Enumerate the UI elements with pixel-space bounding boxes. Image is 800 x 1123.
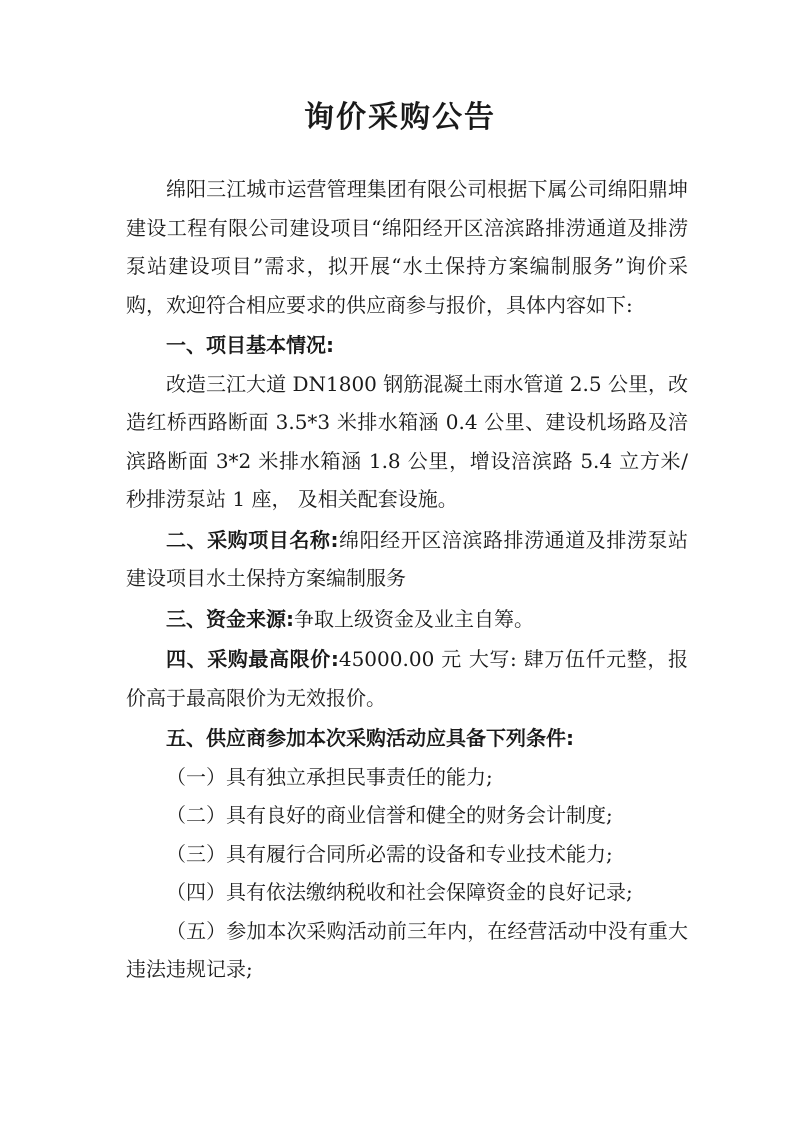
section-max-price bbox=[126, 640, 688, 717]
section-project-info bbox=[126, 326, 688, 365]
condition-item: （一）具有独立承担民事责任的能力; bbox=[166, 764, 493, 789]
section-text: 45000.00 元 大写: 肆万伍仟元整，报价高于最高限价为无效报价。 bbox=[126, 647, 688, 710]
document-body bbox=[126, 170, 688, 989]
section-text: 争取上级资金及业主自筹。 bbox=[294, 606, 534, 631]
section-heading: 一、项目基本情况: bbox=[166, 333, 334, 357]
section-fund-source bbox=[126, 600, 688, 639]
section-heading: 四、采购最高限价: bbox=[166, 647, 339, 671]
section-heading: 五、供应商参加本次采购活动应具备下列条件: bbox=[166, 726, 574, 750]
intro-paragraph: 绵阳三江城市运营管理集团有限公司根据下属公司绵阳鼎坤建设工程有限公司建设项目“绵阳经开区涪滨路排涝通道及排涝泵站建设项目”需求，拟开展“水土保持方案编制服务”询价采购，欢迎符合相应要求的供应商参与报价，具体内容如下: bbox=[126, 177, 688, 317]
document-title: 询价采购公告 bbox=[304, 100, 496, 135]
section-heading: 二、采购项目名称: bbox=[166, 527, 339, 552]
condition-item: （四）具有依法缴纳税收和社会保障资金的良好记录; bbox=[166, 880, 633, 904]
condition-item: （五）参加本次采购活动前三年内，在经营活动中没有重大违法违规记录; bbox=[126, 918, 688, 981]
condition-item: （二）具有良好的商业信誉和健全的财务会计制度; bbox=[166, 803, 613, 827]
condition-item: （三）具有履行合同所必需的设备和专业技术能力; bbox=[166, 841, 613, 866]
section-heading: 三、资金来源: bbox=[166, 606, 294, 631]
section-conditions bbox=[126, 719, 688, 758]
section-text: 绵阳经开区涪滨路排涝通道及排涝泵站建设项目水土保持方案编制服务 bbox=[126, 527, 689, 590]
section-project-name bbox=[126, 521, 688, 598]
section-project-info-text: 改造三江大道 DN1800 钢筋混凝土雨水管道 2.5 公里，改造红桥西路断面 3.5*3 米排水箱涵 0.4 公里、建设机场路及涪滨路断面 3*2 米排水箱涵 1.8 公里，增设涪滨路 5.4 立方米/秒排涝泵站 1 座， 及相关配套设施。 bbox=[126, 371, 688, 511]
